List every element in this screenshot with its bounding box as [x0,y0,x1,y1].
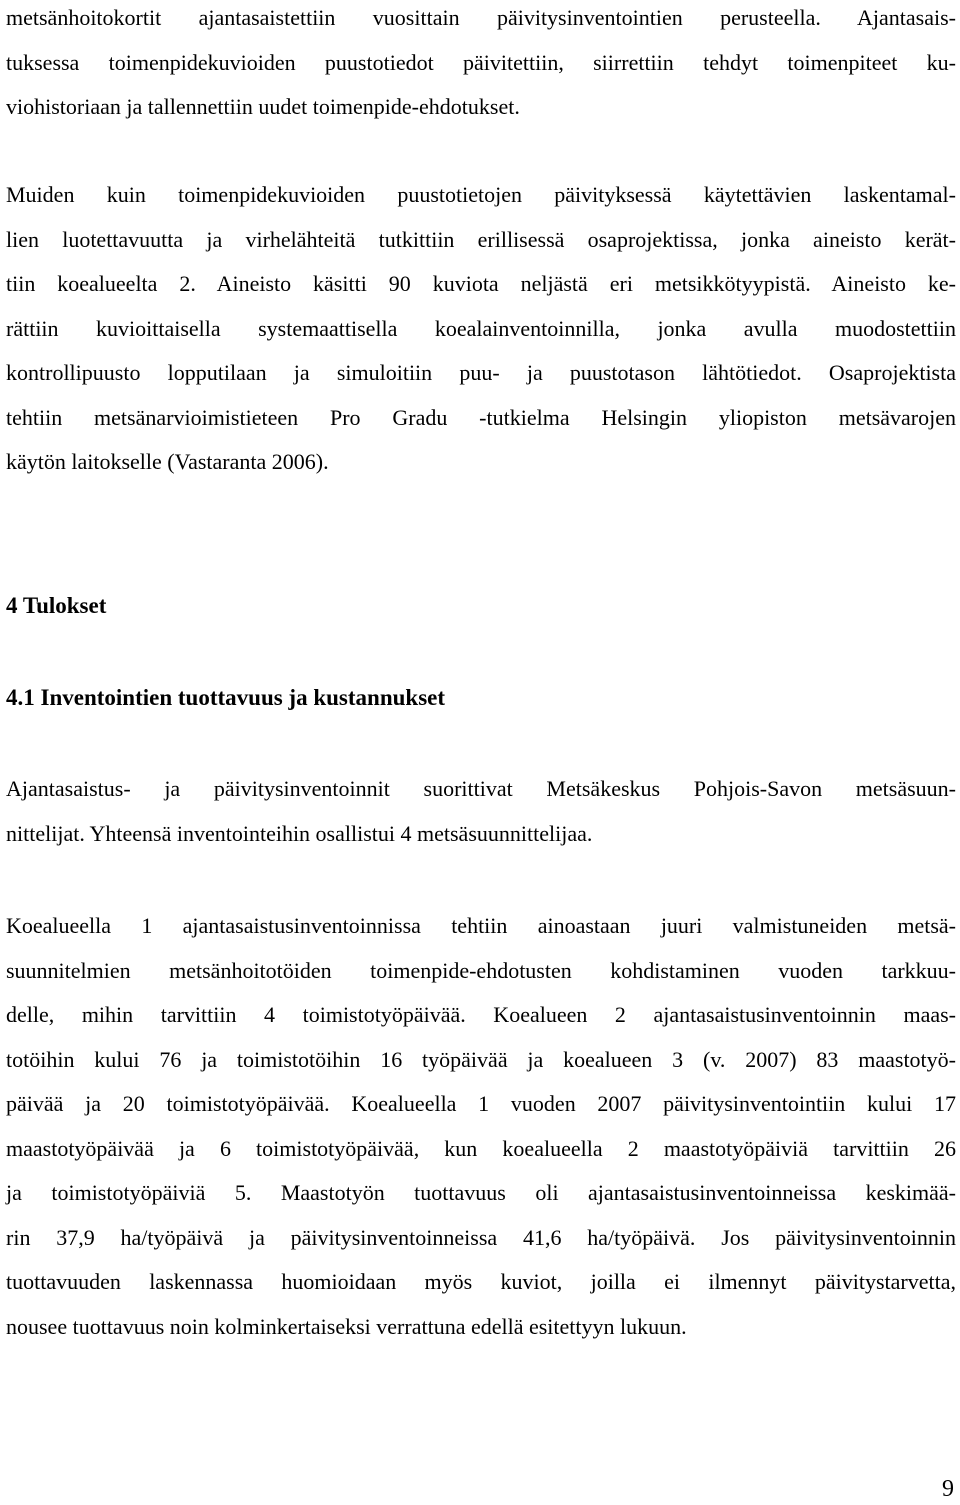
text-line: kontrollipuusto lopputilaan ja simuloitiin puu- ja puustotason lähtötiedot. Osaprojektista [6,360,956,385]
paragraph-suunnittelijat [6,767,956,856]
page-number: 9 [942,1476,954,1502]
text-line: Koealueella 1 ajantasaistusinventoinnissa tehtiin ainoastaan juuri valmistuneiden metsä- [6,913,956,938]
text-line: tuottavuuden laskennassa huomioidaan myös kuviot, joilla ei ilmennyt päivitystarvetta, [6,1269,956,1294]
text-line: nittelijat. Yhteensä inventointeihin osallistui 4 metsäsuunnittelijaa. [6,820,593,846]
text-line: tuksessa toimenpidekuvioiden puustotiedot päivitettiin, siirrettiin tehdyt toimenpiteet ku- [6,49,956,75]
text-line: päivää ja 20 toimistotyöpäivää. Koealueella 1 vuoden 2007 päivitysinventointiin kului 17 [6,1091,956,1116]
text-line: rin 37,9 ha/työpäivä ja päivitysinventoinneissa 41,6 ha/työpäivä. Jos päivitysinventoinnin [6,1224,956,1250]
subsection-heading: 4.1 Inventointien tuottavuus ja kustannukset [6,685,446,710]
text-line: metsänhoitokortit ajantasaistettiin vuosittain päivitysinventointien perusteella. Ajantasais- [6,5,956,30]
text-line: Ajantasaistus- ja päivitysinventoinnit suorittivat Metsäkeskus Pohjois-Savon metsäsuun- [6,776,956,801]
text-line: rättiin kuvioittaisella systemaattisella koealainventoinnilla, jonka avulla muodostettiin [6,315,956,341]
paragraph-intro [6,0,956,130]
paragraph-osaprojekti [6,173,956,485]
text-line: totöihin kului 76 ja toimistotöihin 16 työpäivää ja koealueen 3 (v. 2007) 83 maastotyö- [6,1046,956,1072]
text-line: suunnitelmien metsänhoitotöiden toimenpide-ehdotusten kohdistaminen vuoden tarkkuu- [6,957,956,983]
section-heading: 4 Tulokset [6,593,107,618]
text-line: lien luotettavuutta ja virhelähteitä tutkittiin erillisessä osaprojektissa, jonka aineisto kerät- [6,226,956,252]
text-line: Muiden kuin toimenpidekuvioiden puustotietojen päivityksessä käytettävien laskentamal- [6,182,956,207]
text-line: tehtiin metsänarvioimistieteen Pro Gradu -tutkielma Helsingin yliopiston metsävarojen [6,404,956,430]
paragraph-tuottavuus [6,904,956,1349]
text-line: nousee tuottavuus noin kolminkertaiseksi verrattuna edellä esitettyyn lukuun. [6,1313,687,1339]
text-line: käytön laitokselle (Vastaranta 2006). [6,449,329,474]
text-line: delle, mihin tarvittiin 4 toimistotyöpäivää. Koealueen 2 ajantasaistusinventoinnin maas- [6,1002,956,1027]
text-line: tiin koealueelta 2. Aineisto käsitti 90 kuviota neljästä eri metsikkötyypistä. Aineisto ke- [6,271,956,296]
text-line: maastotyöpäivää ja 6 toimistotyöpäivää, kun koealueella 2 maastotyöpäiviä tarvittiin 26 [6,1135,956,1161]
text-line: viohistoriaan ja tallennettiin uudet toimenpide-ehdotukset. [6,94,520,119]
text-line: ja toimistotyöpäiviä 5. Maastotyön tuottavuus oli ajantasaistusinventoinneissa keskimää- [6,1180,956,1205]
